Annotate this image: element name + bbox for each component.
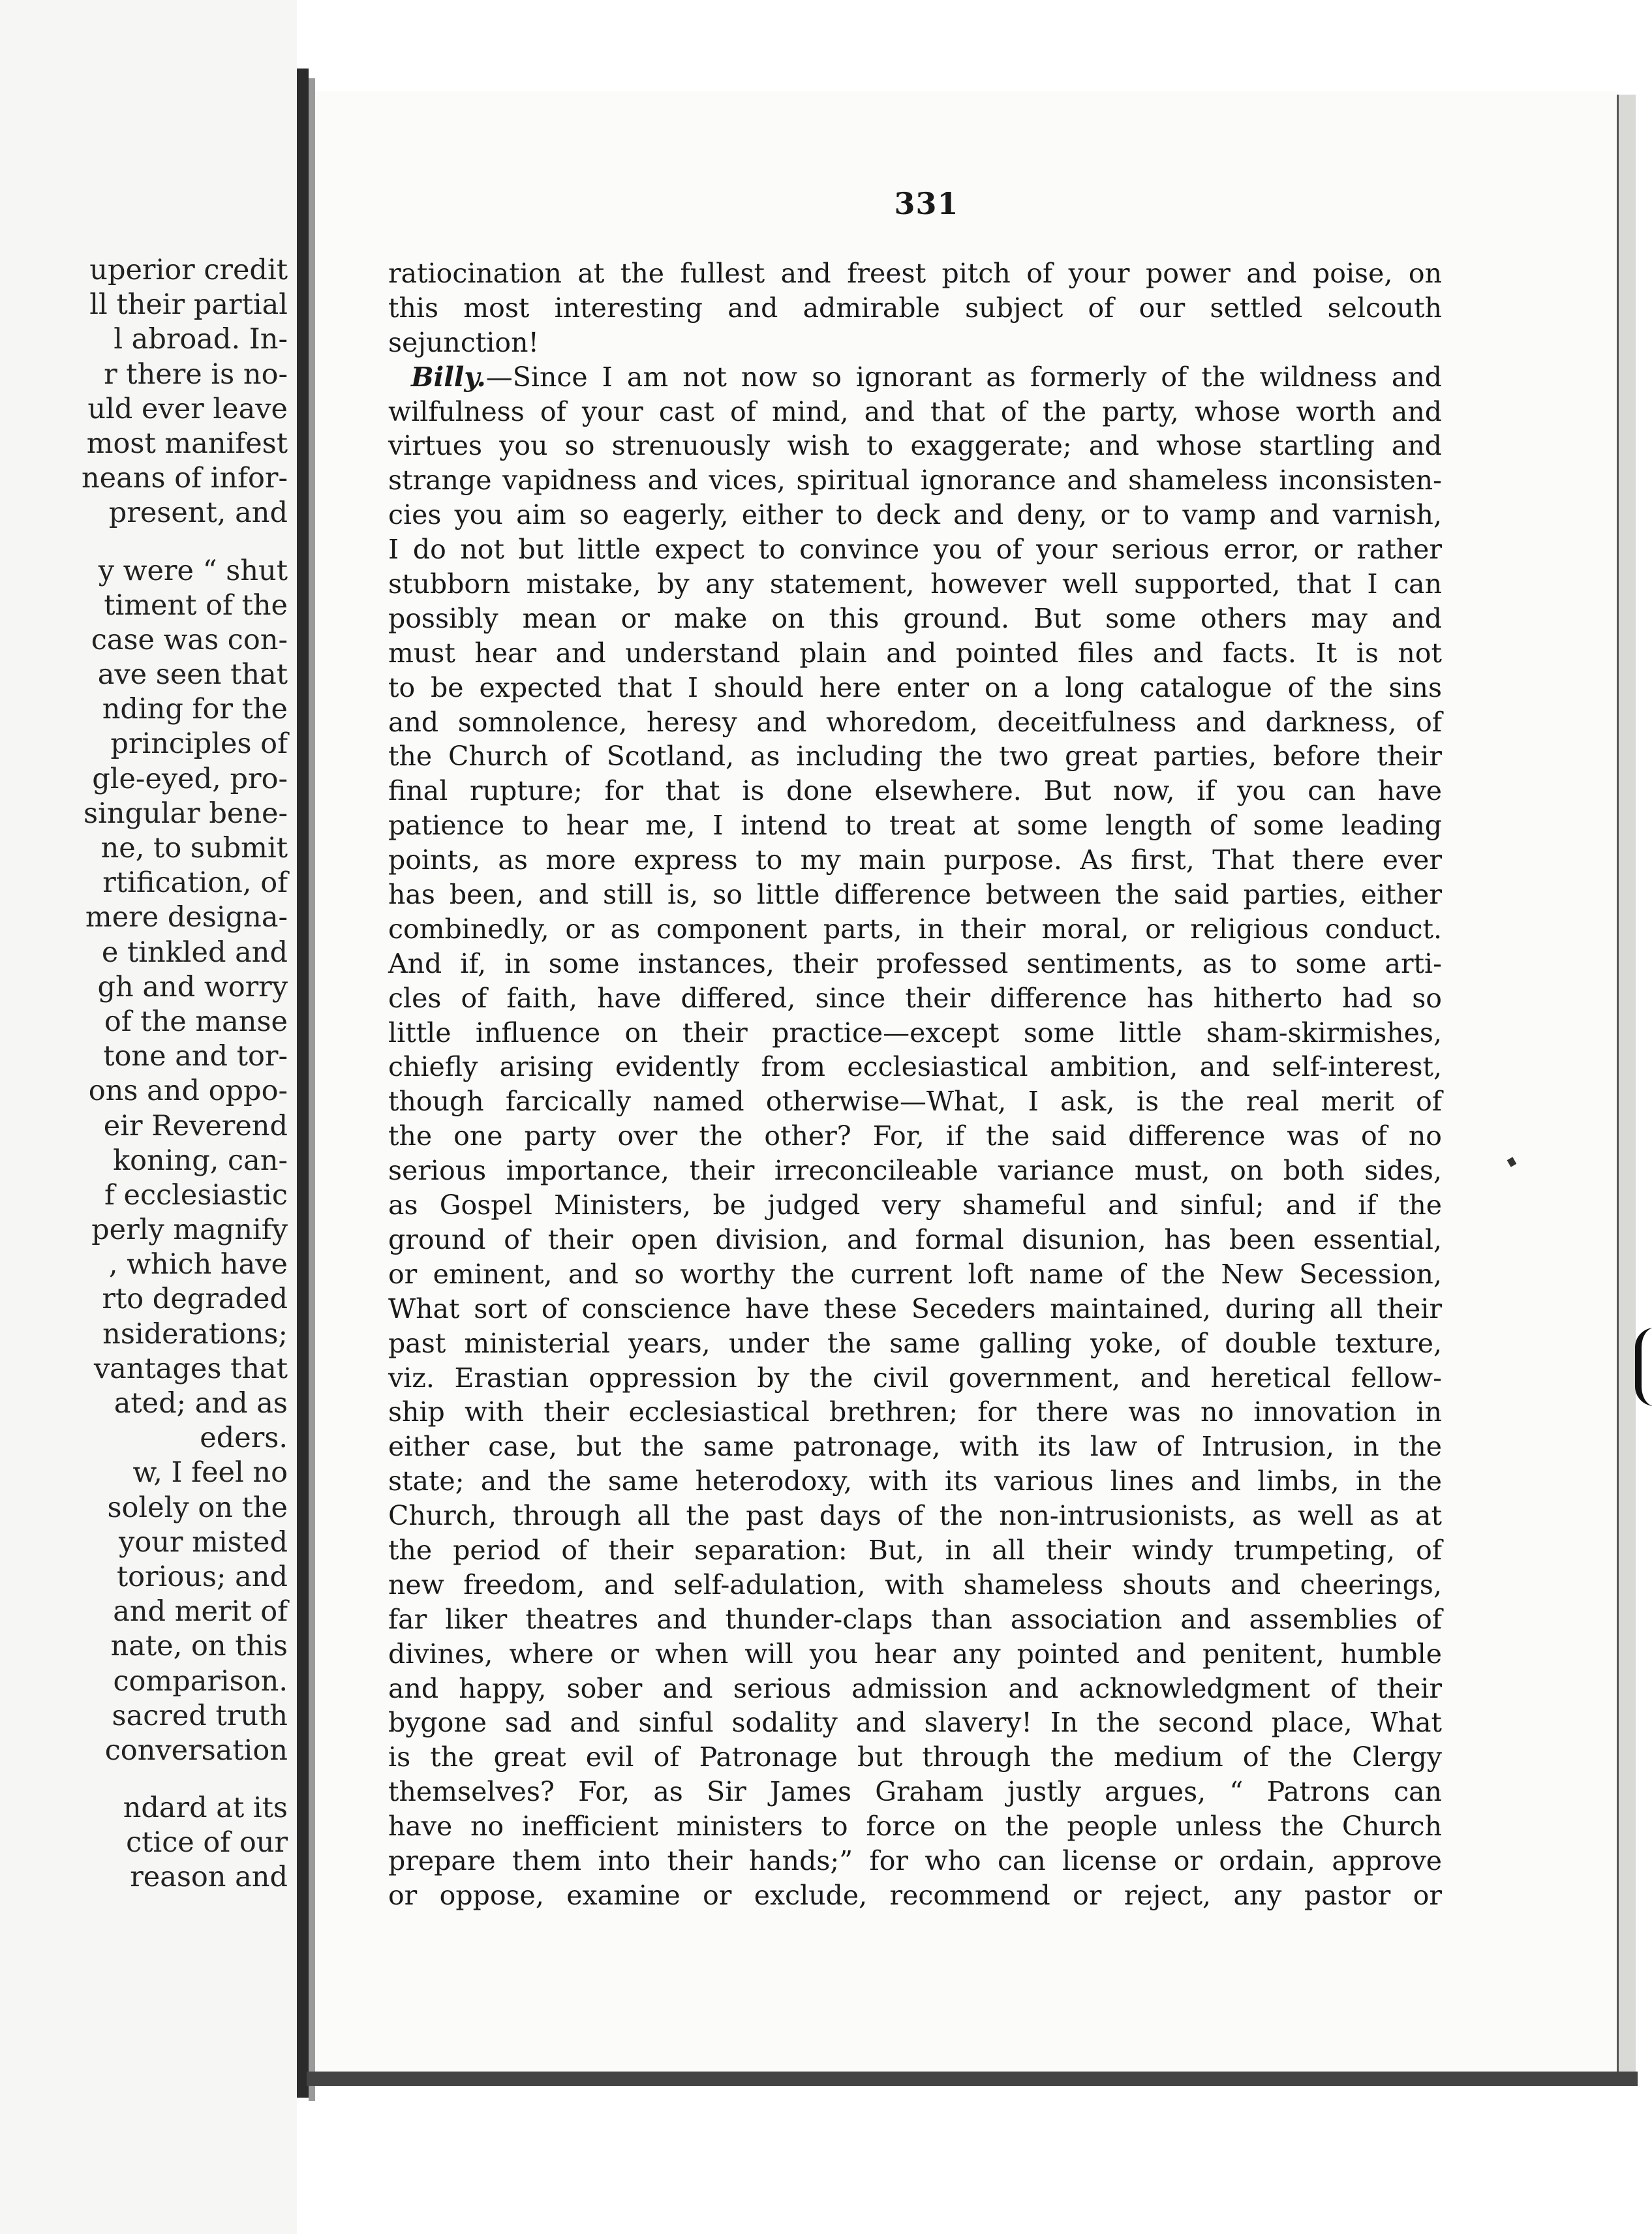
text-line: stubborn mistake, by any statement, however well supported, that I can	[388, 568, 1442, 600]
text-line: vantages that	[93, 1352, 288, 1385]
text-line: gh and worry	[97, 970, 288, 1003]
text-line: nding for the	[102, 693, 288, 726]
text-line: ne, to submit	[100, 832, 288, 865]
page-number: 331	[894, 186, 959, 221]
text-line: to be expected that I should here enter on a long catalogue of the sins	[388, 671, 1442, 703]
text-line: r there is no-	[104, 358, 288, 391]
text-line: the Church of Scotland, as including the two great parties, before their	[388, 741, 1442, 773]
text-line: rtification, of	[102, 866, 288, 900]
text-line: little influence on their practice—except some little sham-skirmishes,	[388, 1017, 1442, 1048]
text-line: case was con-	[91, 623, 288, 656]
text-line: reason and	[130, 1861, 288, 1894]
text-line: Church, through all the past days of the non-intrusionists, as well as at	[388, 1500, 1442, 1532]
text-line: new freedom, and self-adulation, with shameless shouts and cheerings,	[388, 1568, 1442, 1600]
text-line: rto degraded	[102, 1283, 288, 1316]
text-line: bygone sad and sinful sodality and slavery! In the second place, What	[388, 1707, 1442, 1739]
text-line: themselves? For, as Sir James Graham justly argues, “ Patrons can	[388, 1776, 1442, 1808]
text-line: gle-eyed, pro-	[92, 762, 288, 795]
text-line: f ecclesiastic	[104, 1178, 288, 1212]
text-line: wilfulness of your cast of mind, and that of the party, whose worth and	[388, 395, 1442, 427]
text-line: either case, but the same patronage, with its law of Intrusion, in the	[388, 1431, 1442, 1463]
text-line: solely on the	[107, 1491, 288, 1524]
text-line: serious importance, their irreconcileable variance must, on both sides,	[388, 1155, 1442, 1187]
text-line: comparison.	[113, 1664, 288, 1698]
text-line: combinedly, or as component parts, in their moral, or religious conduct.	[388, 913, 1442, 945]
text-line: I do not but little expect to convince you of your serious error, or rather	[388, 534, 1442, 566]
text-line: most manifest	[86, 427, 288, 460]
text-line: final rupture; for that is done elsewhere. But now, if you can have	[388, 775, 1442, 807]
text-line: must hear and understand plain and pointed files and facts. It is not	[388, 637, 1442, 669]
text-line: and somnolence, heresy and whoredom, deceitfulness and darkness, of	[388, 706, 1442, 738]
text-line: patience to hear me, I intend to treat at some length of some leading	[388, 810, 1442, 842]
text-line: ship with their ecclesiastical brethren; for there was no innovation in	[388, 1396, 1442, 1428]
text-line: ground of their open division, and formal disunion, has been essential,	[388, 1223, 1442, 1255]
previous-page-fragment	[0, 0, 297, 2234]
text-line: eir Reverend	[103, 1109, 288, 1142]
text-line: virtues you so strenuously wish to exaggerate; and whose startling and	[388, 430, 1442, 462]
text-line: ndard at its	[123, 1792, 288, 1825]
text-line: y were “ shut	[98, 554, 288, 587]
page-bottom-edge	[307, 2072, 1638, 2086]
text-line: strange vapidness and vices, spiritual ignorance and shameless inconsisten-	[388, 465, 1442, 497]
text-line: koning, can-	[113, 1144, 288, 1177]
text-line	[388, 360, 1442, 395]
text-line: ated; and as	[114, 1387, 288, 1420]
text-line: tone and tor-	[103, 1040, 288, 1073]
text-line: possibly mean or make on this ground. But some others may and	[388, 602, 1442, 634]
text-line: ctice of our	[126, 1826, 288, 1859]
text-line: eders.	[200, 1422, 288, 1455]
text-line: prepare them into their hands;” for who can license or ordain, approve	[388, 1844, 1442, 1876]
text-line: ave seen that	[97, 658, 288, 692]
text-line: sacred truth	[112, 1699, 288, 1732]
gutter-shadow	[309, 78, 315, 2101]
text-line: and happy, sober and serious admission and acknowledgment of their	[388, 1672, 1442, 1704]
text-line: nate, on this	[110, 1630, 288, 1663]
text-line: chiefly arising evidently from ecclesiastical ambition, and self-interest,	[388, 1051, 1442, 1083]
book-gutter	[297, 69, 309, 2098]
text-line: uperior credit	[89, 254, 288, 286]
speaker-name: Billy.	[411, 361, 486, 393]
previous-page-text	[0, 253, 288, 1895]
next-page-bracket	[1635, 1328, 1652, 1406]
text-line: l abroad. In-	[114, 323, 288, 356]
text-line: ll their partial	[89, 288, 288, 322]
page-body-text	[388, 256, 1442, 1913]
text-line: divines, where or when will you hear any pointed and penitent, humble	[388, 1638, 1442, 1670]
text-line: principles of	[110, 727, 288, 761]
text-line: ons and oppo-	[88, 1075, 288, 1108]
text-line: points, as more express to my main purpose. As first, That there ever	[388, 844, 1442, 876]
text-line: have no inefficient ministers to force on the people unless the Church	[388, 1811, 1442, 1843]
text-line: this most interesting and admirable subject of our settled selcouth	[388, 292, 1442, 324]
text-line: viz. Erastian oppression by the civil government, and heretical fellow-	[388, 1362, 1442, 1394]
text-line: is the great evil of Patronage but through the medium of the Clergy	[388, 1741, 1442, 1773]
text-line: and merit of	[113, 1595, 288, 1629]
text-line: the period of their separation: But, in all their windy trumpeting, of	[388, 1534, 1442, 1566]
text-line: timent of the	[104, 589, 288, 622]
text-line: the one party over the other? For, if the said difference was of no	[388, 1120, 1442, 1152]
text-line: past ministerial years, under the same galling yoke, of double texture,	[388, 1327, 1442, 1359]
text-line: your misted	[119, 1525, 288, 1559]
text-line: state; and the same heterodoxy, with its various lines and limbs, in the	[388, 1465, 1442, 1497]
text-line: conversation	[104, 1734, 288, 1767]
text-line: What sort of conscience have these Seceders maintained, during all their	[388, 1293, 1442, 1324]
text-line: , which have	[108, 1248, 288, 1281]
text-line: sejunction!	[388, 326, 539, 358]
text-line: uld ever leave	[87, 392, 288, 425]
text-line: has been, and still is, so little difference between the said parties, either	[388, 879, 1442, 911]
text-line: cles of faith, have differed, since their difference has hitherto had so	[388, 982, 1442, 1014]
text-line: neans of infor-	[81, 462, 288, 495]
text-line: torious; and	[116, 1560, 288, 1593]
text-line: singular bene-	[84, 797, 288, 830]
speaker-line-text: —Since I am not now so ignorant as formerly of the wildness and	[485, 361, 1442, 393]
text-line: nsiderations;	[102, 1317, 288, 1351]
text-line: e tinkled and	[101, 936, 288, 969]
text-line: though farcically named otherwise—What, I ask, is the real merit of	[388, 1086, 1442, 1118]
text-line: And if, in some instances, their professed sentiments, as to some arti-	[388, 947, 1442, 979]
text-line: present, and	[108, 497, 288, 530]
text-line: ratiocination at the fullest and freest pitch of your power and poise, on	[388, 258, 1442, 289]
page-edge	[1617, 95, 1636, 2078]
text-line: as Gospel Ministers, be judged very shameful and sinful; and if the	[388, 1189, 1442, 1221]
text-line: w, I feel no	[132, 1456, 288, 1490]
text-line: or oppose, examine or exclude, recommend or reject, any pastor or	[388, 1879, 1442, 1911]
text-line: of the manse	[104, 1005, 288, 1038]
text-line: or eminent, and so worthy the current loft name of the New Secession,	[388, 1258, 1442, 1290]
text-line: mere designa-	[85, 901, 288, 934]
text-line: perly magnify	[91, 1214, 288, 1247]
text-line: far liker theatres and thunder-claps than association and assemblies of	[388, 1603, 1442, 1635]
text-line: cies you aim so eagerly, either to deck and deny, or to vamp and varnish,	[388, 499, 1442, 531]
